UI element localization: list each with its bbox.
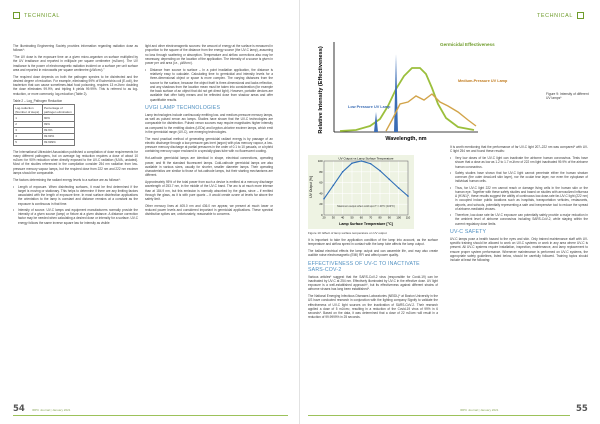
chart-y-tick-label: 80 [319, 169, 323, 174]
uv-output-data-point [379, 170, 381, 172]
table-cell: 3 [14, 127, 43, 133]
right-section-label: TECHNICAL [537, 12, 573, 19]
low-pressure-label: Low Pressure UV Lamp [348, 105, 391, 109]
paragraph: The required dose depends on both the pathogen species to be disinfected and the desired degree of reduction. For example, eliminating 99% of Escherichia coli (E.coli), the bacterium that can cause sometimes-fatal food poisoning, requires 13 mJ/cm² doubling the dose eliminates 99.9%, and tripling it yields 99.99%. This is referred to as log-reduction, or more commonly, log-reduction (Table 2). [13, 74, 138, 96]
footer-text: IRPC Journal | January 2021 [460, 408, 499, 412]
uv-output-data-point [370, 163, 372, 165]
list-item: • Thus, far UV-C light 222 nm cannot reach or damage living cells in the human skin or the human eye. Together with these safety studies and based on studies with aerosolized influenza A (H1N1)*, these results suggest the ability of continuous low-dose-rate far-UV-C light (222 nm) in occupied indoor public locations such as hospitals, transportation vehicles, restaurants, airports, and schools, potentially representing a safe and inexpensive tool to reduce the spread of airborne-mediated viruses. [450, 186, 588, 212]
paragraph: Hot-cathode germicidal lamps are identical in shape, electrical connections, operating power, and fit the standard fluorescent lamps. Cold-cathode germicidal lamps are also available in various sizes, usually for shorter, smaller diameter lamps. Their operating characteristics are similar to those of hot-cathode lamps, but their starting mechanisms are different. [145, 156, 273, 178]
paragraph: It is worth mentioning that the performance of far UV-C light 207–222 nm was compared* with UV-C light 254 nm and found these results: [450, 145, 588, 154]
chart-x-tick-label: 40 [341, 215, 345, 220]
uv-output-data-point [407, 195, 409, 197]
table-cell: 99.9% [42, 127, 74, 133]
left-column-2 [145, 44, 273, 379]
figure1-ylabel: Relative Intensity (Effectiveness) [318, 46, 324, 134]
uv-output-chart [308, 155, 414, 229]
uv-output-data-point [389, 179, 391, 181]
table-caption: Table 2 – Log_Pathogen Reduction [13, 98, 63, 103]
chart-x-tick-label: 80 [378, 215, 382, 220]
uv-output-data-point [351, 162, 353, 164]
chart-x-tick-label: 60 [359, 215, 363, 220]
table-header-row [14, 105, 75, 115]
right-column-2 [450, 145, 588, 377]
chart-x-tick-label: 70 [369, 215, 373, 220]
list-item: • Safety studies have shown that far UV-C light cannot penetrate either the human stratum corneum (the outer dead-cell skin layer), nor the ocular tear layer, nor even the cytoplasm of individual human cells. [450, 171, 588, 184]
table-cell: 5 [14, 139, 43, 145]
uv-output-data-point [323, 198, 325, 200]
header-square-icon [13, 12, 20, 19]
chart-x-tick-label: 50 [350, 215, 354, 220]
chart-y-tick-label: 100 [317, 159, 323, 163]
figure1-title: Germicidal Effectiveness [440, 42, 495, 47]
list-item: • Distance from source to surface – In a point irradiation application, the distance is relatively easy to calculate. Calculating time to germicidal and intensity levels for a three-dimensional object or space is more complex. The varying distances from the source to the surface, because the object itself is three-dimensional and lacks reflection, and any shadows from the location mean must be taken into consideration (for example the back surface of an object that did not get direct light). However, portable devices are available that offer fairly means and be reflected dose from shadow areas and offer quantifiable results. [145, 68, 273, 102]
section-heading: EFFECTIVENESS OF UV-C TO INACTIVATE SARS-COV-2 [308, 260, 420, 273]
chart-x-tick-label: 30 [331, 215, 335, 220]
chart-y-tick-label: 20 [319, 202, 323, 207]
chart-y-tick-label: 60 [319, 180, 323, 185]
chart-xlabel: Lamp Surface Temperature [°C] [339, 222, 393, 226]
figure1-caption: Figure 9: Intensity of different UV lamps* [546, 92, 589, 101]
table-cell: 1 [14, 115, 43, 121]
section-heading: UV-C SAFETY [450, 228, 487, 235]
paragraph: The factors determining the radiant energy levels to a surface are as follows*: [13, 177, 121, 182]
table-header-cell: Log-reduction (Number of steps) [14, 105, 43, 115]
table-cell: 90% [42, 115, 74, 121]
paragraph: The ballast electrical effects the lamp output and can assemble life, and may also create audible noise electromagnetic (EMI) RFI and affect power quality. [308, 249, 438, 258]
footer-rule [308, 415, 570, 416]
table-cell: 99.999% [42, 139, 74, 145]
chart-title: UV Output vs Lamp Surface Temperature [338, 156, 394, 161]
uv-output-data-point [398, 187, 400, 189]
section-heading: UVGI LAMP TECHNOLOGIES [145, 104, 221, 111]
paragraph: The most practical method of generating germicidal radiant energy is by passage of an electric discharge through a low-pressure gas inert (argon) with plus mercury vapour, a low-pressure mercury discharge at partial pressures in the order of 0.1 to 10 pascals, or a hybrid containing mercury vapor enclosed in a specially glass tube with no fluorescent coating. [145, 136, 273, 154]
bullet-list [145, 68, 273, 102]
chart-x-tick-label: 90 [387, 215, 391, 220]
paragraph: The International Ultraviolet Association published a compilation of dose requirements for many different pathogens, but on average log reduction requires a dose of about 10 mJ/cm² for 90% reduction when directly exposed to the UV-C radiation (IUVA, undated). Most of the studies referenced in the compilation consider 254 nm radiation from low-pressure mercury vapour lamps, but the required dose from 222 nm and 222 nm excimer lamps should be comparable. [13, 149, 138, 175]
uv-output-data-point [342, 171, 344, 173]
chart-ylabel: UV Output [%] [309, 176, 313, 198]
figure1-xlabel: Wavelength, nm [385, 136, 427, 142]
bullet-list [450, 156, 588, 226]
table-cell: 99.99% [42, 133, 74, 139]
paragraph: Other mercury lines at 405.0 nm and 436.0 nm appear, we present at much lower or reduced power levels and considered important in germicidal applications. These spectral distribution spikes are, unfortunately, reasonable to concerns. [145, 203, 273, 217]
list-item: • Intensity of source. UV-C lamps and equipment manufacturers normally provide the intensity of a given source (lamp) or fixture at a given distance. A distance correction factor may be needed when calculating a desired dose or intensity for a surface. UV-C energy follows the same inverse square law for intensity as visible [13, 208, 138, 225]
header-rule [308, 10, 528, 21]
left-section-header [13, 10, 64, 21]
list-item: • Length of exposure. When disinfecting surfaces, it must be first determined if the target is moving or stationary. This helps to determine if there are any limiting factors associated with the length of exposure time. In most surface disinfection applications the orientation to the lamp is constant and distance remains at a constant as the exposure is continuous in that time. [13, 185, 138, 206]
figure2-caption: Figure 10: Effect of lamp surface temperature on UV output [308, 231, 387, 235]
paragraph: Approximately 95% of the total power from such a device is emitted at a mercury discharge wavelength of 253.7 nm, in the middle of the UV-C band. The arc is at much more intense than at 184.9 nm, but this emission is normally absorbed by the glass, since – if emitted through the glass, as it is with pure quartz – it would create ozone at levels far above the safety limit. [145, 180, 273, 202]
table-cell: 99% [42, 121, 74, 127]
list-item: • Very low doses of far UV-C light can inactivate the airborne human coronavirus. Tests have shown that a dose as low as 1.2 to 1.7 mJ/cm² of 222 nm light inactivated 99.9% of the airborne human coronavirus. [450, 156, 588, 169]
page-number: 54 [13, 404, 25, 414]
uv-output-data-point [333, 185, 335, 187]
paragraph: It is important to take the application condition of the lamp into account, as the surface temperature and airflow speed in contact with the lamp tube affects the lamp output. [308, 238, 438, 247]
header-square-icon [577, 12, 584, 19]
paragraph: The Illuminating Engineering Society provides information regarding radiation dose as follows*: [13, 44, 138, 53]
table-cell: 2 [14, 121, 43, 127]
chart-y-tick-label: 40 [319, 191, 323, 196]
chart-x-tick-label: 110 [405, 215, 411, 220]
paragraph: Various articles* suggest that the SARS-CoV-2 virus (responsible for Covid-19) can be inactivated by UV-C at 254 nm. Effectively illuminated by UV-C in the effective dose. UV light exposure is a well-established approach*, but its effectiveness against different strains of airborne viruses has long been established*. [308, 274, 438, 292]
chart-x-tick-label: 100 [396, 215, 402, 220]
right-section-header [533, 10, 584, 21]
chart-y-tick-label: 0 [320, 213, 323, 217]
left-column-1 [13, 44, 138, 379]
right-footer [300, 402, 600, 420]
table-cell: 4 [14, 133, 43, 139]
header-rule [62, 10, 292, 21]
chart-annotation: Maximum output when cold spot T = 40°C (104°F) [337, 205, 395, 208]
list-item: • Therefore, low-dose rate far UV-C exposure can potentially safely provide a major reduction in the ambient level of airborne coronavirus including SARS-CoV-2, while staying within the current regulatory dose limits. [450, 213, 588, 226]
footer-rule [13, 415, 288, 416]
paragraph: "The UV dose is the exposure time on a given micro-organism on surface multiplied by the UV irradiance and reported in millijoule per square centimetre (mJ/cm²). The UV irradiance is the power of electromagnetic radiation incident on a surface per unit surface area and reported in microwatts per square centimetre (µW/cm²)." [13, 55, 138, 72]
right-col1-intro [308, 145, 433, 153]
right-page [300, 0, 600, 424]
page-number: 55 [576, 404, 588, 414]
left-section-label: TECHNICAL [24, 12, 60, 19]
paragraph: light and other electromagnetic sources: the amount of energy at the surface is measured in proportion to the square of the distance from the energy source (the UV-C lamp), assuming no loss through scattering or absorption. Temperature and airflow corrections also may be necessary, depending on the location of the application. The intensity of a source is given in power per unit area (i.e., µW/cm²). [145, 44, 273, 65]
germicidal-effectiveness-figure [308, 34, 534, 144]
table-row [14, 139, 75, 145]
chart-x-tick-label: 20 [322, 215, 326, 220]
footer-text: IRPC Journal | January 2021 [32, 408, 71, 412]
left-footer [0, 402, 300, 420]
paragraph: The National Emerging Infectious Diseases Laboratories (NEIDL)* at Boston University in the US have conducted research in conjunction with the lighting company Signify to validate the effectiveness of UV-C light sources on the inactivation of SARS-CoV-2. Their research applied a dose of 5 mJ/cm², resulting in a reduction of the Covid-19 virus of 99% in 6 seconds*. Based on the data, it was determined that a dose of 22 mJ/cm² will result in a reduction of 99.9999% in 25 seconds. [308, 294, 438, 320]
right-column-1 [308, 238, 438, 378]
paragraph: UV-C lamps pose a health hazard to the eyes and skin. Only trained maintenance staff with UV-specific training should be allowed to work on UV-C systems or work in any area where UV-C is present. All UV-C systems require installation, inspection, maintenance, and lamp replacement to ensure proper system performance. Whenever maintenance is performed on UV-C systems, the appropriate safety guidelines, listed below, should be carefully followed. Training topics should include at least the following: [450, 236, 588, 263]
log-reduction-table [13, 104, 75, 145]
paragraph: Lamp technologies include continuously emitting low- and medium-pressure mercury lamps, as well as pulsed xenon arc lamps. Studies have shown that the UV-C technologies are comparable for disinfection. Pulsed xenon sources may require magnitudes higher intensity as compared to the emitting diodes (LEDs) and krypton-chlorine excimer lamps, which emit in the germicidal range (UV-C), are emerging technologies. [145, 112, 273, 134]
medium-pressure-label: Medium-Pressure UV Lamp [458, 79, 508, 83]
bullet-list [13, 185, 138, 225]
table-header-cell: Percentage of pathogen elimination [42, 105, 74, 115]
